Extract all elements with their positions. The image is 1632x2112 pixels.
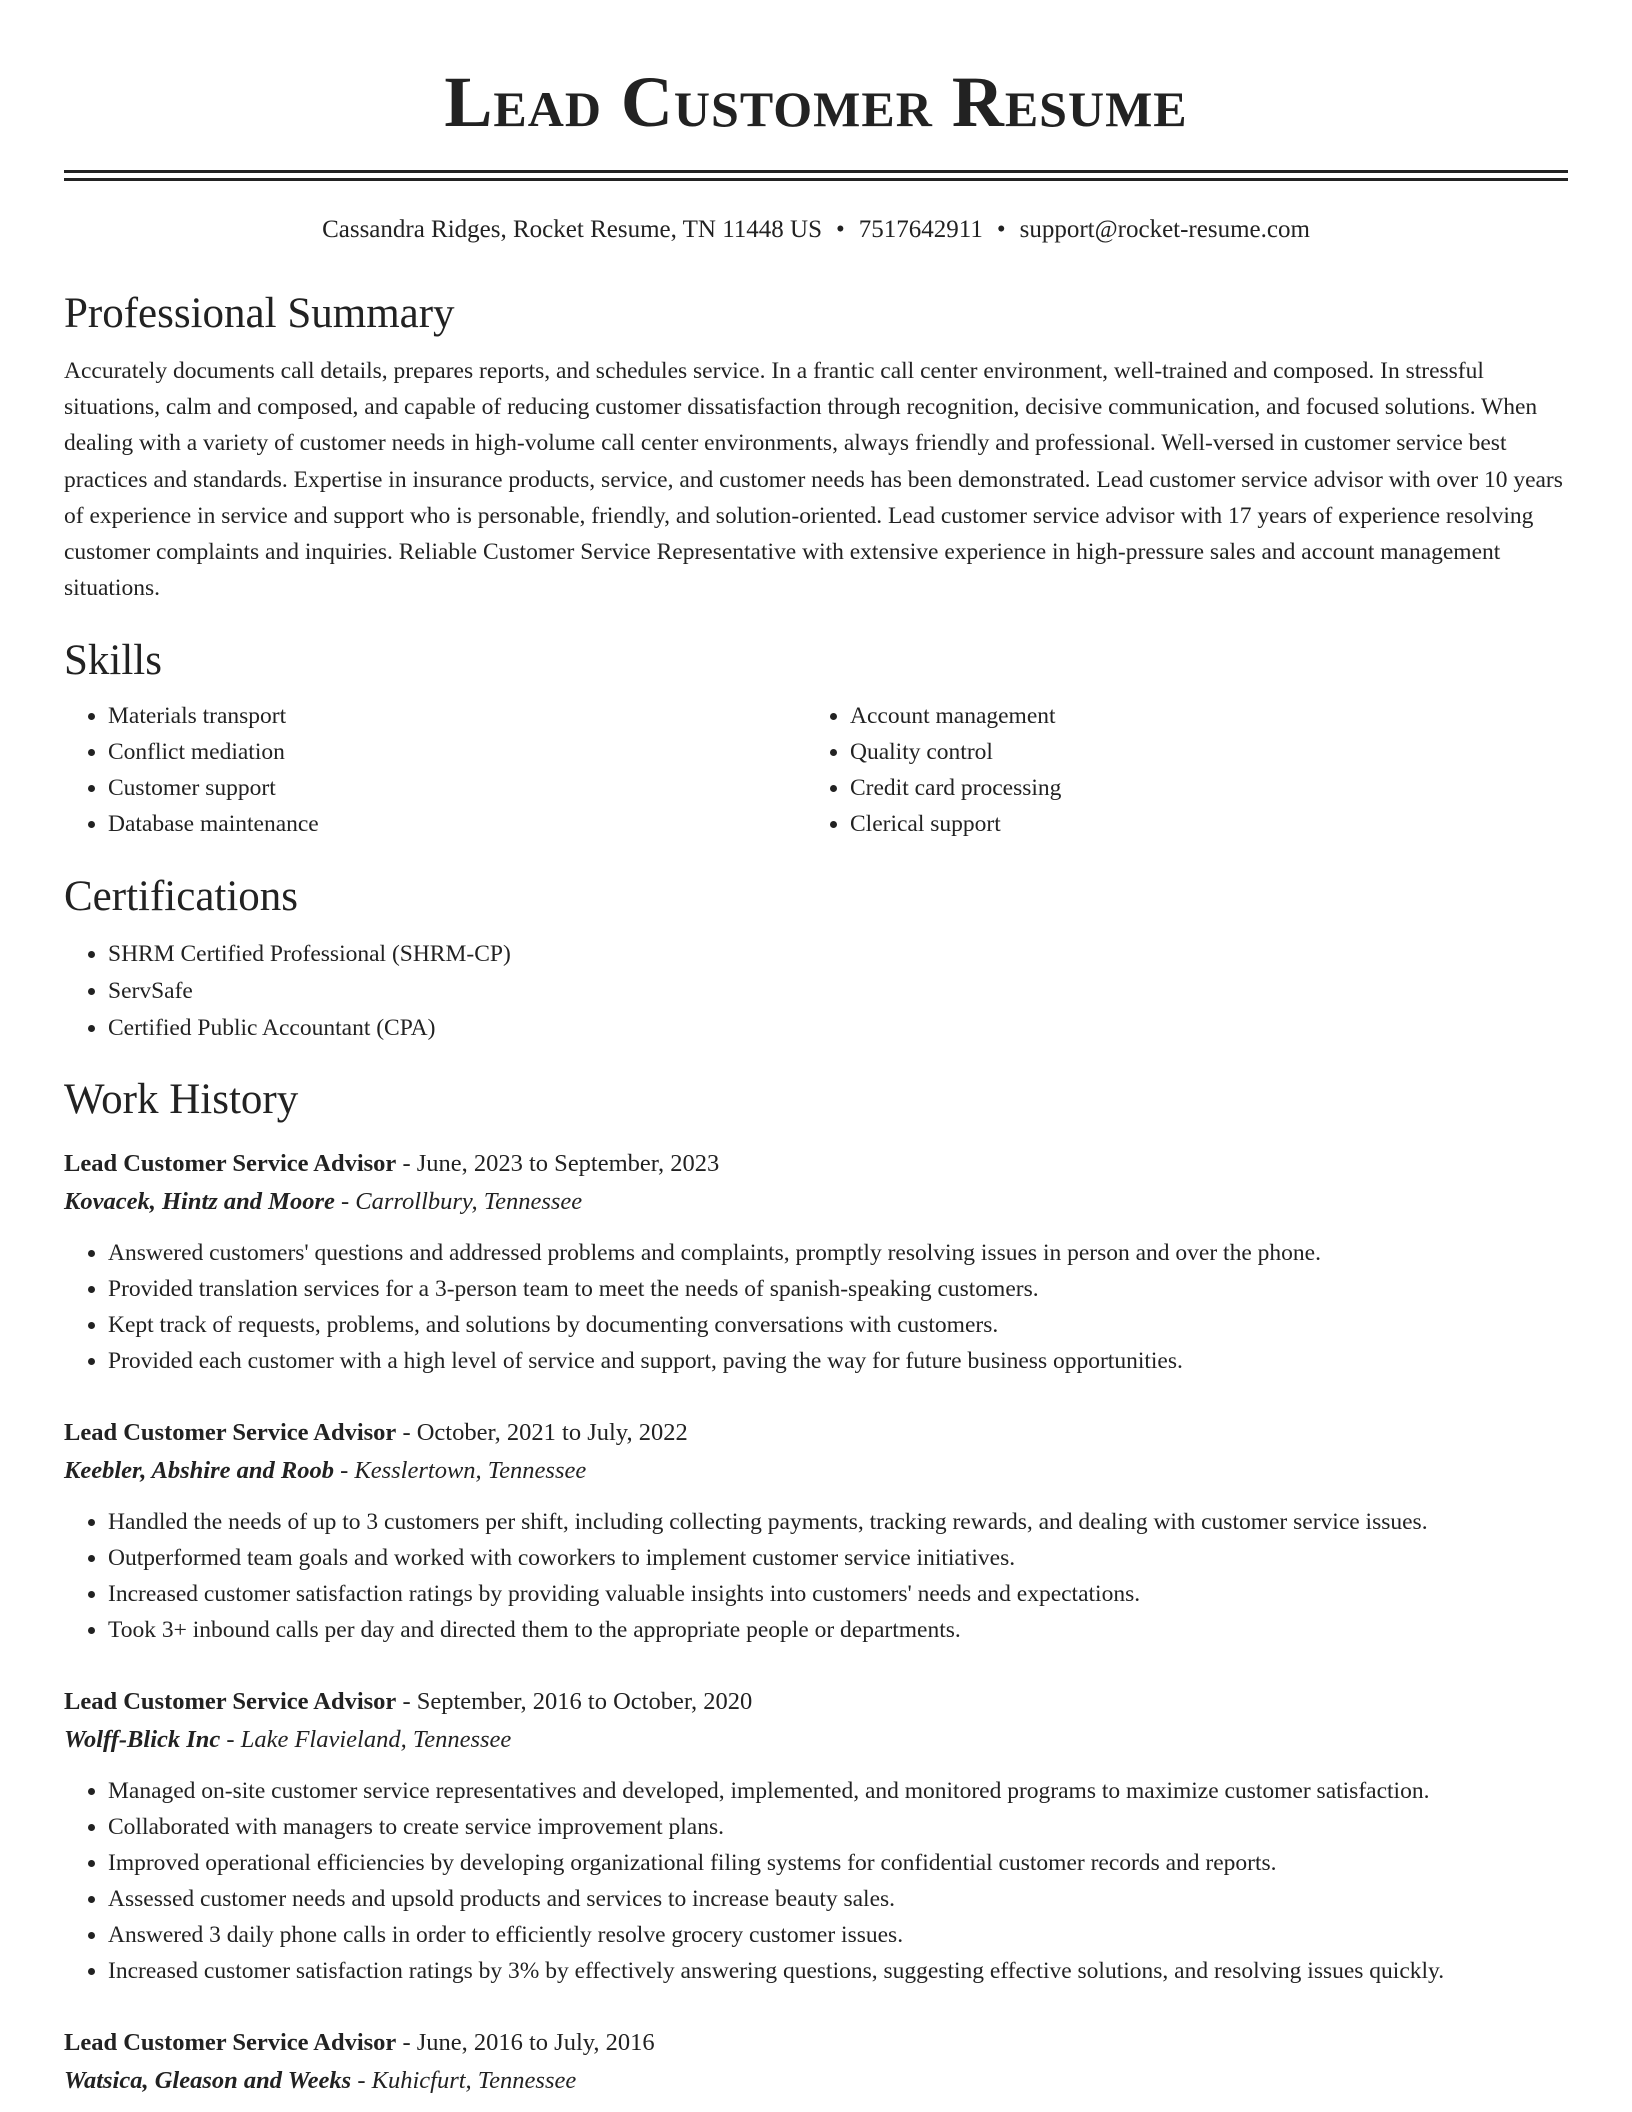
company-name: Wolff-Blick Inc [64, 1726, 221, 1754]
contact-email: support@rocket-resume.com [1019, 216, 1310, 243]
job-bullet: • Collaborated with managers to create service improvement plans. [108, 1809, 1568, 1845]
company-line [64, 1183, 1568, 1221]
job-bullet: • Managed on-site customer service representatives and developed, implemented, and monitored programs to maximize customer satisfaction. [108, 1773, 1568, 1809]
company-location: - Lake Flavieland, Tennessee [220, 1726, 512, 1754]
summary-text: Accurately documents call details, prepares reports, and schedules service. In a frantic call center environment, well-trained and composed. In stressful situations, calm and composed, and capable of reducing customer dissatisfaction through recognition, decisive communication, and focused solutions. When dealing with a variety of customer needs in high-volume call center environments, always friendly and professional. Well-versed in customer service best practices and standards. Expertise in insurance products, service, and customer needs has been demonstrated. Lead customer service advisor with over 10 years of experience in service and support who is personable, friendly, and solution-oriented. Lead customer service advisor with 17 years of experience resolving customer complaints and inquiries. Reliable Customer Service Representative with extensive experience in high-pressure sales and account management situations. [64, 358, 1563, 602]
skill-item: • Conflict mediation [108, 734, 806, 770]
job-bullet: • Improved operational efficiencies by developing organizational filing systems for confidential customer records and reports. [108, 1845, 1568, 1881]
company-name: Kovacek, Hintz and Moore [64, 1188, 335, 1216]
skills-list-right [806, 698, 1548, 842]
job-bullet: • Outperformed team goals and worked with coworkers to implement customer service initiatives. [108, 1540, 1568, 1576]
contact-separator: • [996, 216, 1006, 243]
job-bullet: • Increased customer satisfaction ratings by 3% by effectively answering questions, suggesting effective solutions, and resolving issues quickly. [108, 1953, 1568, 1989]
job-title-line [64, 1414, 1568, 1452]
job-title: Lead Customer Service Advisor [64, 1419, 397, 1447]
job-bullet: • Provided each customer with a high level of service and support, paving the way for future business opportunities. [108, 1343, 1568, 1379]
company-location: - Carrollbury, Tennessee [334, 1188, 583, 1216]
title-divider-bottom [64, 178, 1568, 181]
skill-item: • Account management [850, 698, 1548, 734]
job-dates: - June, 2016 to July, 2016 [396, 2029, 655, 2057]
certifications-list [64, 936, 1568, 1047]
company-line [64, 1721, 1568, 1759]
skill-item: • Database maintenance [108, 806, 806, 842]
job-bullet: • Took 3+ inbound calls per day and directed them to the appropriate people or departments. [108, 1612, 1568, 1648]
job-dates: - October, 2021 to July, 2022 [396, 1419, 688, 1447]
skills-list-left [64, 698, 806, 842]
skill-item: • Materials transport [108, 698, 806, 734]
company-location: - Kuhicfurt, Tennessee [351, 2067, 577, 2095]
title-divider-top [64, 170, 1568, 173]
company-name: Keebler, Abshire and Roob [64, 1457, 334, 1485]
job-entry [64, 1414, 1568, 1648]
certifications-heading: Certifications [64, 873, 299, 921]
job-bullet: • Assessed customer needs and upsold products and services to increase beauty sales. [108, 1881, 1568, 1917]
company-name: Watsica, Gleason and Weeks [64, 2067, 352, 2095]
job-bullets [64, 1773, 1568, 1989]
contact-phone: 7517642911 [858, 216, 983, 243]
company-line [64, 2062, 1568, 2100]
contact-address: Cassandra Ridges, Rocket Resume, TN 11448 US [322, 216, 823, 243]
job-bullets [64, 1504, 1568, 1648]
job-bullet: • Handled the needs of up to 3 customers per shift, including collecting payments, tracking rewards, and dealing with customer service issues. [108, 1504, 1568, 1540]
job-entry [64, 1145, 1568, 1379]
job-title: Lead Customer Service Advisor [64, 2029, 397, 2057]
company-line [64, 1452, 1568, 1490]
job-bullet: • Answered 3 daily phone calls in order to efficiently resolve grocery customer issues. [108, 1917, 1568, 1953]
contact-line [64, 215, 1568, 245]
certification-item: • Certified Public Accountant (CPA) [108, 1010, 1568, 1047]
contact-separator: • [836, 216, 845, 243]
skills-heading: Skills [64, 637, 162, 685]
job-bullet: • Answered customers' questions and addressed problems and complaints, promptly resolving issues in person and over the phone. [108, 1235, 1568, 1271]
summary-heading: Professional Summary [64, 290, 455, 337]
job-title-line [64, 1145, 1568, 1183]
skill-item: • Credit card processing [850, 770, 1548, 806]
job-entry [64, 2024, 1568, 2100]
skills-grid [64, 698, 1568, 842]
job-bullet: • Provided translation services for a 3-person team to meet the needs of spanish-speaking customers. [108, 1271, 1568, 1307]
certification-item: • ServSafe [108, 973, 1568, 1010]
work-history-heading: Work History [64, 1076, 299, 1124]
job-title: Lead Customer Service Advisor [64, 1688, 397, 1716]
job-entry [64, 1683, 1568, 1989]
skill-item: • Customer support [108, 770, 806, 806]
resume-page [64, 0, 1568, 2100]
job-title-line [64, 2024, 1568, 2062]
job-bullets [64, 1235, 1568, 1379]
skill-item: • Clerical support [850, 806, 1548, 842]
company-location: - Kesslertown, Tennessee [333, 1457, 587, 1485]
job-bullet: • Increased customer satisfaction ratings by providing valuable insights into customers' needs and expectations. [108, 1576, 1568, 1612]
job-title-line [64, 1683, 1568, 1721]
job-dates: - June, 2023 to September, 2023 [396, 1150, 720, 1178]
certification-item: • SHRM Certified Professional (SHRM-CP) [108, 936, 1568, 973]
job-bullet: • Kept track of requests, problems, and solutions by documenting conversations with customers. [108, 1307, 1568, 1343]
job-title: Lead Customer Service Advisor [64, 1150, 397, 1178]
job-dates: - September, 2016 to October, 2020 [396, 1688, 753, 1716]
resume-title: Lead Customer Resume [444, 62, 1188, 142]
skill-item: • Quality control [850, 734, 1548, 770]
